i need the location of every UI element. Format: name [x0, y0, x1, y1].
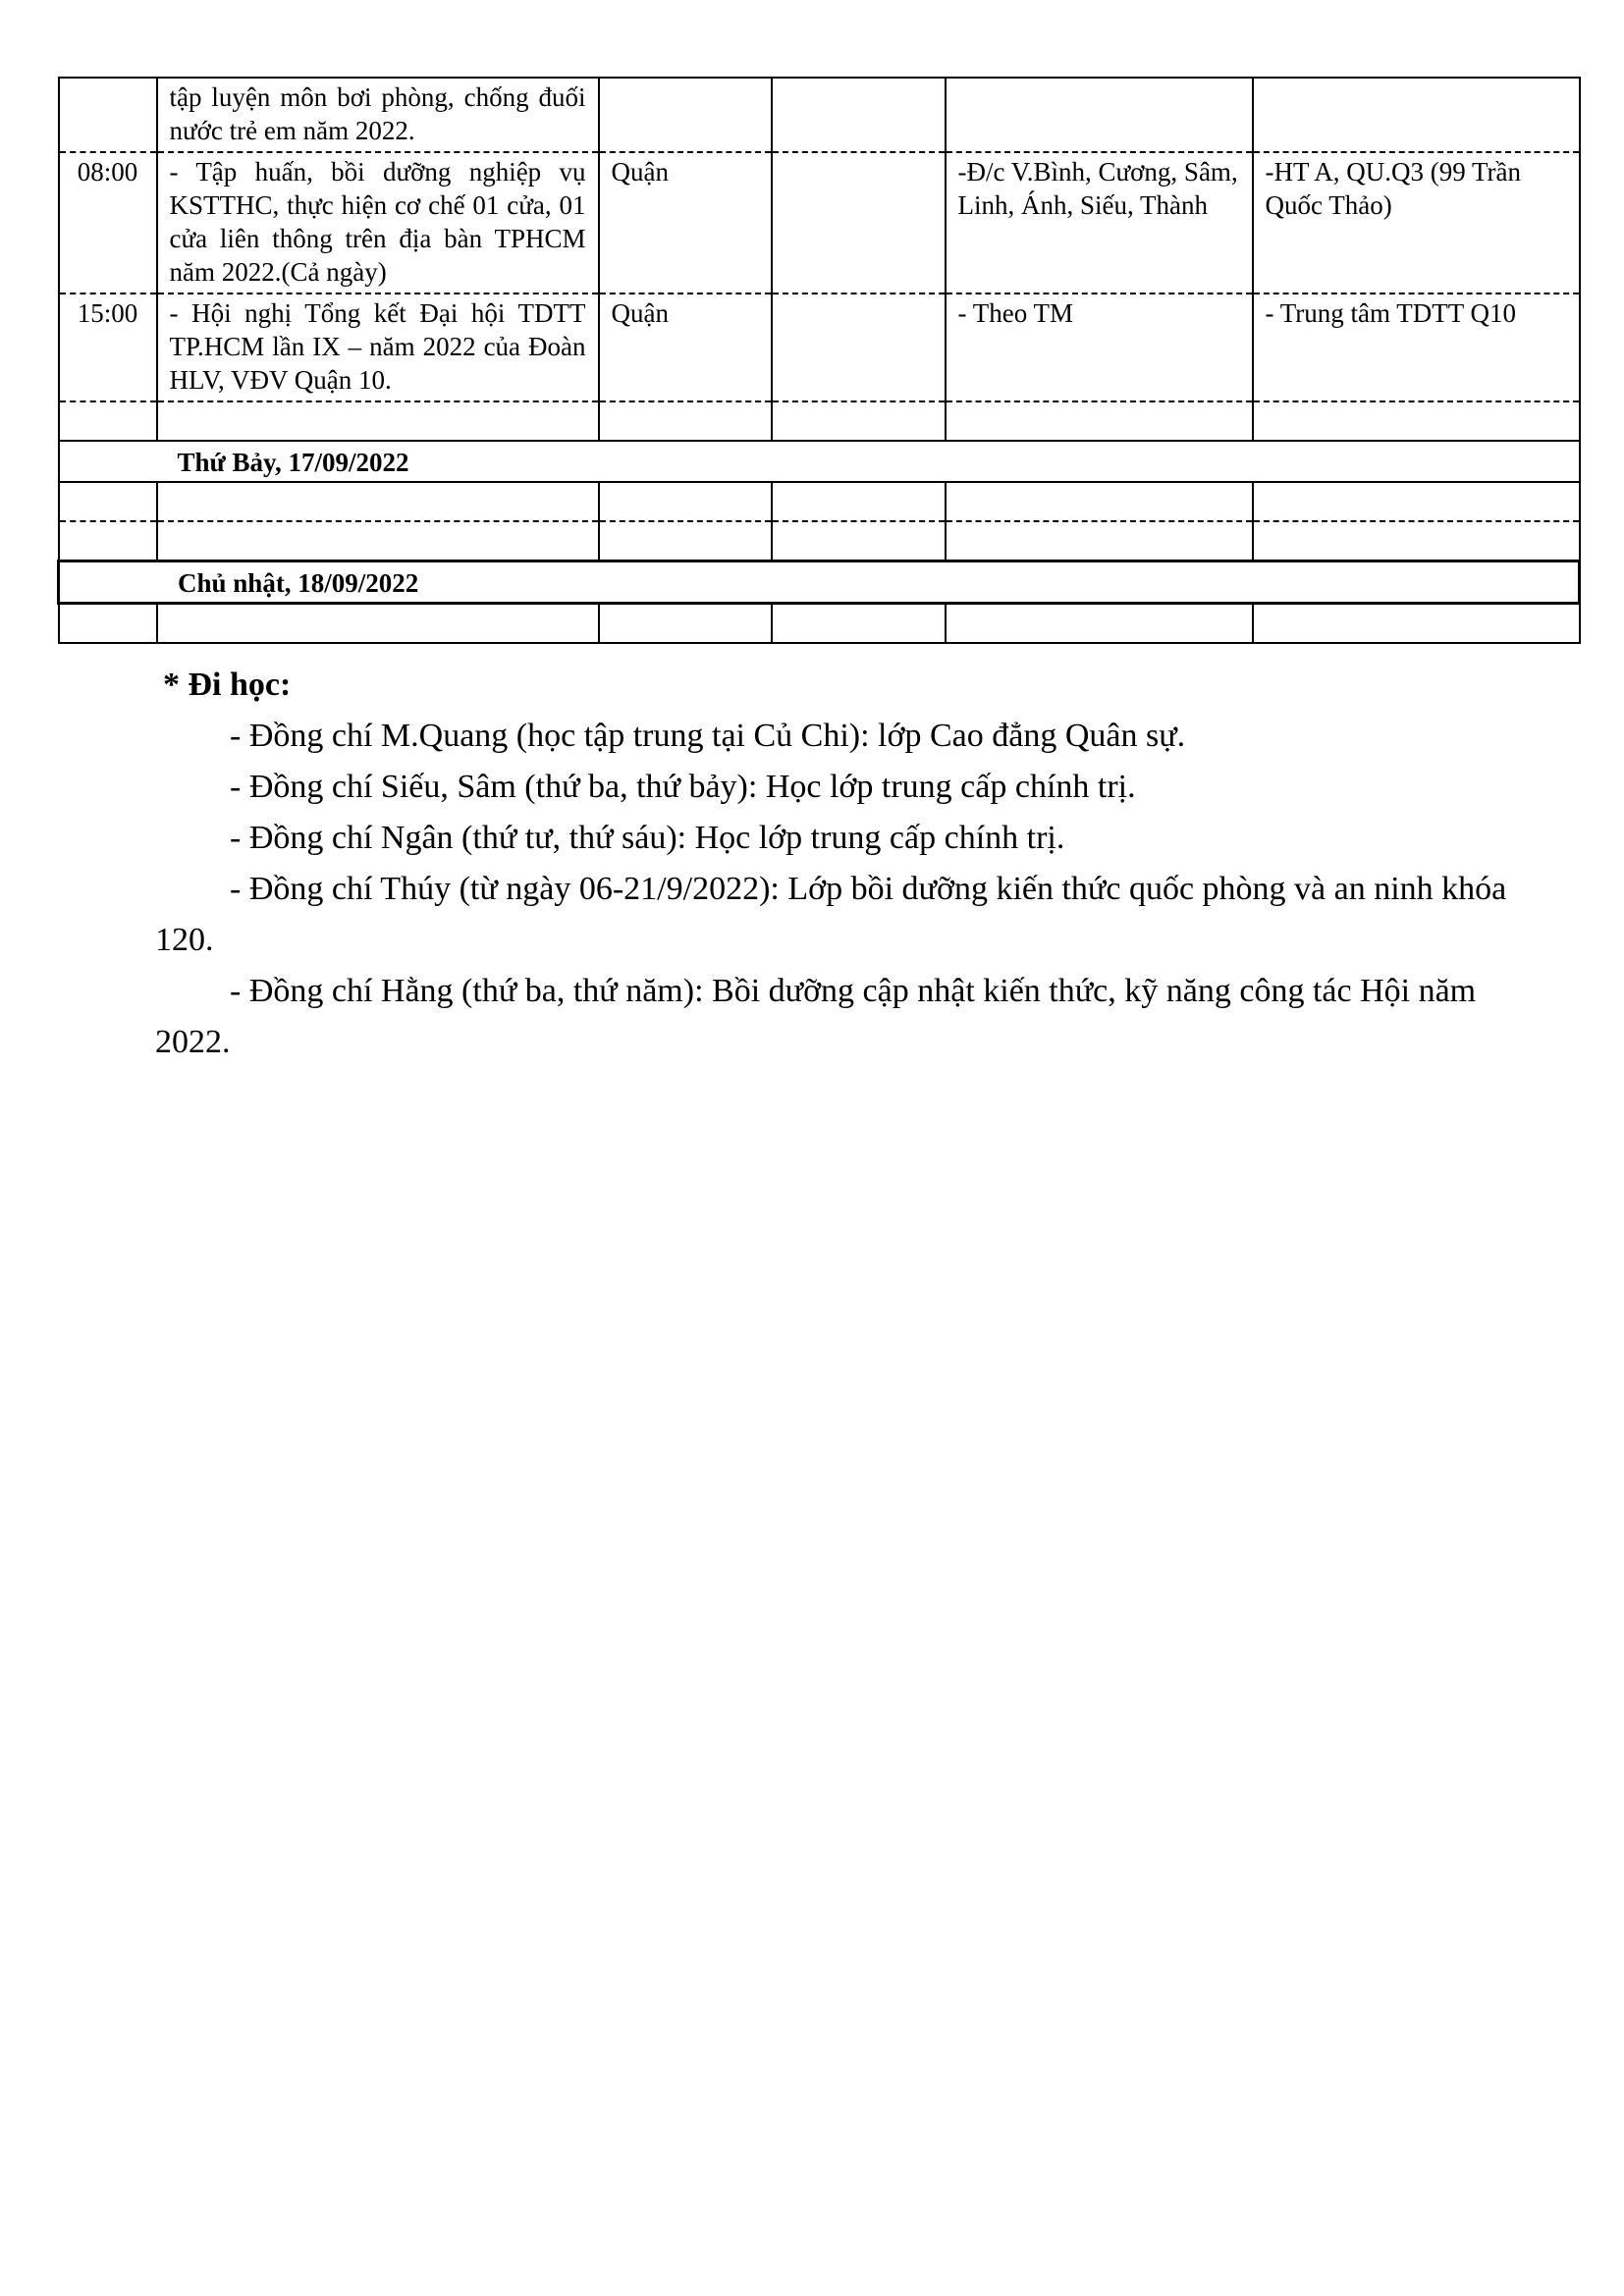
table-row	[59, 401, 1580, 441]
study-title: * Đi học:	[163, 667, 292, 703]
saturday-heading: Thứ Bảy, 17/09/2022	[177, 448, 409, 477]
day-header-row	[59, 441, 1580, 482]
study-notes	[155, 660, 1530, 1068]
table-row	[59, 78, 1580, 152]
time-cell: 08:00	[59, 152, 157, 294]
content-cell: - Tập huấn, bồi dưỡng nghiệp vụ KSTTHC, thực hiện cơ chế 01 cửa, 01 cửa liên thông trên địa bàn TPHCM năm 2022.(Cả ngày)	[157, 152, 599, 294]
participants-cell: - Theo TM	[946, 294, 1253, 401]
location-cell	[1253, 78, 1580, 152]
study-item: - Đồng chí Thúy (từ ngày 06-21/9/2022): Lớp bồi dưỡng kiến thức quốc phòng và an ninh khóa 120.	[155, 871, 1507, 958]
table-row	[59, 294, 1580, 401]
time-cell: 15:00	[59, 294, 157, 401]
location-cell: - Trung tâm TDTT Q10	[1253, 294, 1580, 401]
level-cell	[599, 78, 772, 152]
table-row	[59, 482, 1580, 521]
col3-cell	[772, 294, 946, 401]
participants-cell	[946, 78, 1253, 152]
col3-cell	[772, 152, 946, 294]
study-item: - Đồng chí Hằng (thứ ba, thứ năm): Bồi dưỡng cập nhật kiến thức, kỹ năng công tác Hội năm 2022.	[155, 973, 1477, 1060]
study-item: - Đồng chí Ngân (thứ tư, thứ sáu): Học lớp trung cấp chính trị.	[230, 820, 1065, 856]
study-item: - Đồng chí M.Quang (học tập trung tại Củ Chi): lớp Cao đẳng Quân sự.	[230, 718, 1186, 754]
schedule-table	[57, 77, 1581, 644]
sunday-heading: Chủ nhật, 18/09/2022	[178, 568, 419, 598]
content-cell: tập luyện môn bơi phòng, chống đuối nước trẻ em năm 2022.	[157, 78, 599, 152]
level-cell: Quận	[599, 152, 772, 294]
col3-cell	[772, 78, 946, 152]
table-row	[59, 521, 1580, 561]
participants-cell: -Đ/c V.Bình, Cương, Sâm, Linh, Ánh, Siếu, Thành	[946, 152, 1253, 294]
content-cell: - Hội nghị Tổng kết Đại hội TDTT TP.HCM lần IX – năm 2022 của Đoàn HLV, VĐV Quận 10.	[157, 294, 599, 401]
day-header-row	[59, 561, 1580, 604]
table-row	[59, 152, 1580, 294]
level-cell: Quận	[599, 294, 772, 401]
study-item: - Đồng chí Siếu, Sâm (thứ ba, thứ bảy): Học lớp trung cấp chính trị.	[230, 769, 1136, 805]
time-cell	[59, 78, 157, 152]
location-cell: -HT A, QU.Q3 (99 Trần Quốc Thảo)	[1253, 152, 1580, 294]
table-row	[59, 604, 1580, 644]
